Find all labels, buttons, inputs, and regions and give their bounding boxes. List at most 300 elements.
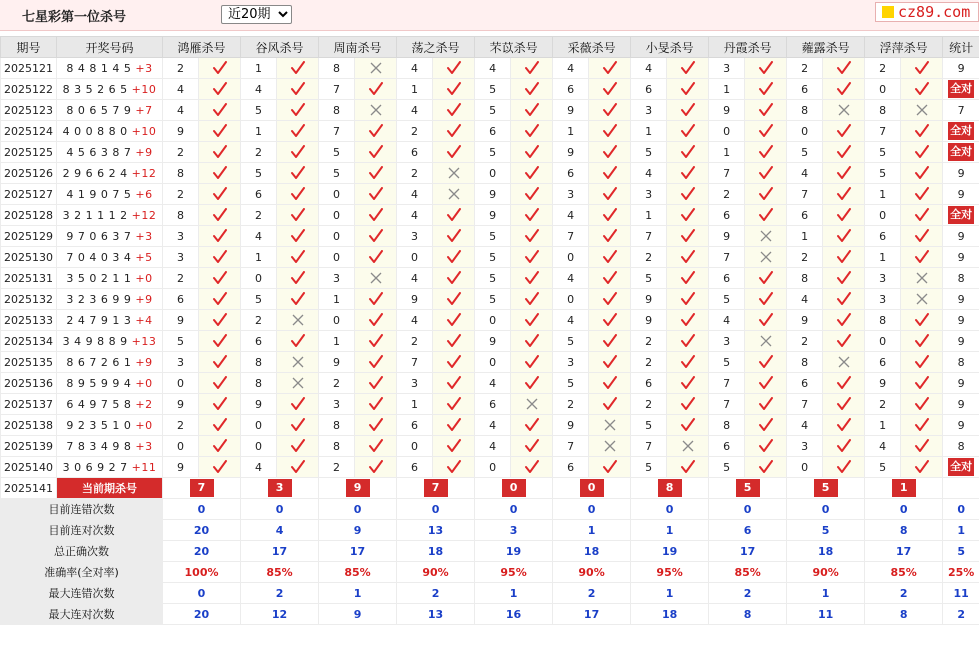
- result-mark-cell: [199, 184, 241, 205]
- kill-number-cell: 5: [631, 142, 667, 163]
- result-mark-cell: [667, 436, 709, 457]
- result-mark-cell: [745, 394, 787, 415]
- kill-number-cell: 8: [163, 163, 199, 184]
- result-mark-cell: [745, 352, 787, 373]
- period-cell: 2025135: [1, 352, 57, 373]
- result-mark-cell: [901, 289, 943, 310]
- check-icon: [212, 355, 228, 369]
- table-row: [1, 268, 979, 289]
- kill-number-cell: 3: [553, 352, 589, 373]
- table-row: [1, 436, 979, 457]
- check-icon: [836, 460, 852, 474]
- result-mark-cell: [667, 289, 709, 310]
- result-mark-cell: [199, 394, 241, 415]
- result-mark-cell: [199, 226, 241, 247]
- check-icon: [680, 397, 696, 411]
- period-cell: 2025131: [1, 268, 57, 289]
- check-icon: [212, 439, 228, 453]
- col-header-expert: 谷风杀号: [241, 37, 319, 58]
- kill-number-cell: 3: [865, 289, 901, 310]
- check-icon: [524, 187, 540, 201]
- summary-value: 8: [865, 604, 943, 625]
- result-mark-cell: [667, 394, 709, 415]
- check-icon: [212, 208, 228, 222]
- draw-bonus: +5: [135, 250, 153, 264]
- summary-label: 最大连对次数: [1, 604, 163, 625]
- current-kill-cell: [163, 478, 241, 499]
- kill-number-cell: 3: [787, 436, 823, 457]
- summary-value: 18: [397, 541, 475, 562]
- kill-number-cell: 7: [553, 226, 589, 247]
- result-mark-cell: [823, 100, 865, 121]
- result-mark-cell: [589, 142, 631, 163]
- cross-icon: [291, 313, 305, 327]
- summary-value: 2: [553, 583, 631, 604]
- result-mark-cell: [277, 184, 319, 205]
- check-icon: [914, 208, 930, 222]
- check-icon: [524, 103, 540, 117]
- stat-cell: [943, 121, 979, 142]
- check-icon: [524, 439, 540, 453]
- stat-cell: 9: [943, 415, 979, 436]
- check-icon: [212, 124, 228, 138]
- check-icon: [602, 187, 618, 201]
- header-row: [1, 37, 979, 58]
- check-icon: [758, 61, 774, 75]
- check-icon: [446, 292, 462, 306]
- kill-number-cell: 9: [163, 394, 199, 415]
- check-icon: [914, 229, 930, 243]
- check-icon: [758, 82, 774, 96]
- check-icon: [212, 166, 228, 180]
- result-mark-cell: [433, 205, 475, 226]
- col-header-expert: 蕹露杀号: [787, 37, 865, 58]
- check-icon: [368, 229, 384, 243]
- kill-number-cell: 5: [631, 457, 667, 478]
- result-mark-cell: [823, 226, 865, 247]
- summary-row: [1, 562, 979, 583]
- kill-number-cell: 0: [319, 226, 355, 247]
- check-icon: [212, 460, 228, 474]
- check-icon: [680, 271, 696, 285]
- result-mark-cell: [433, 289, 475, 310]
- kill-number-cell: 5: [553, 331, 589, 352]
- current-kill-badge: 3: [268, 479, 292, 497]
- draw-numbers-cell: [57, 352, 163, 373]
- stat-cell: 9: [943, 184, 979, 205]
- check-icon: [368, 439, 384, 453]
- check-icon: [290, 208, 306, 222]
- table-row: [1, 142, 979, 163]
- summary-row: [1, 499, 979, 520]
- stat-cell: [943, 205, 979, 226]
- kill-number-cell: 0: [163, 373, 199, 394]
- result-mark-cell: [511, 163, 553, 184]
- kill-number-cell: 3: [163, 352, 199, 373]
- logo-text: cz89.com: [898, 3, 971, 21]
- draw-bonus: +3: [135, 229, 153, 243]
- kill-number-cell: 6: [553, 163, 589, 184]
- result-mark-cell: [745, 205, 787, 226]
- kill-number-cell: 0: [475, 163, 511, 184]
- result-mark-cell: [667, 226, 709, 247]
- summary-value: 17: [553, 604, 631, 625]
- kill-number-cell: 4: [475, 436, 511, 457]
- result-mark-cell: [823, 415, 865, 436]
- result-mark-cell: [433, 184, 475, 205]
- result-mark-cell: [667, 79, 709, 100]
- kill-number-cell: 6: [397, 415, 433, 436]
- table-row: [1, 247, 979, 268]
- check-icon: [914, 166, 930, 180]
- draw-numbers-cell: [57, 415, 163, 436]
- check-icon: [446, 145, 462, 159]
- kill-number-cell: 4: [397, 100, 433, 121]
- draw-digits: 9 7 0 6 3 7: [66, 229, 136, 243]
- check-icon: [836, 439, 852, 453]
- check-icon: [212, 313, 228, 327]
- kill-number-cell: 3: [553, 184, 589, 205]
- check-icon: [524, 250, 540, 264]
- kill-number-cell: 3: [709, 331, 745, 352]
- check-icon: [914, 460, 930, 474]
- current-kill-badge: 7: [424, 479, 448, 497]
- check-icon: [836, 418, 852, 432]
- summary-value: 11: [787, 604, 865, 625]
- kill-number-cell: 9: [709, 226, 745, 247]
- result-mark-cell: [277, 121, 319, 142]
- cross-icon: [759, 334, 773, 348]
- result-mark-cell: [199, 58, 241, 79]
- kill-number-cell: 2: [865, 58, 901, 79]
- check-icon: [290, 334, 306, 348]
- kill-number-cell: 6: [241, 331, 277, 352]
- check-icon: [758, 460, 774, 474]
- kill-number-cell: 8: [163, 205, 199, 226]
- kill-number-cell: 0: [319, 310, 355, 331]
- summary-value: 19: [631, 541, 709, 562]
- summary-stat-value: 2: [943, 604, 979, 625]
- summary-value: 0: [163, 499, 241, 520]
- draw-digits: 7 0 4 0 3 4: [66, 250, 136, 264]
- result-mark-cell: [433, 247, 475, 268]
- kill-number-cell: 4: [631, 58, 667, 79]
- check-icon: [524, 355, 540, 369]
- table-row: [1, 310, 979, 331]
- current-kill-label: 当前期杀号: [57, 478, 163, 499]
- check-icon: [836, 292, 852, 306]
- kill-number-cell: 0: [319, 184, 355, 205]
- kill-number-cell: 1: [631, 205, 667, 226]
- table-row: [1, 163, 979, 184]
- result-mark-cell: [823, 310, 865, 331]
- check-icon: [446, 271, 462, 285]
- draw-bonus: +12: [131, 208, 157, 222]
- site-logo[interactable]: [875, 2, 979, 22]
- kill-number-cell: 7: [631, 226, 667, 247]
- result-mark-cell: [589, 394, 631, 415]
- result-mark-cell: [745, 457, 787, 478]
- page-title: 七星彩第一位杀号: [22, 10, 127, 25]
- period-range-select[interactable]: [221, 5, 292, 24]
- summary-value: 17: [319, 541, 397, 562]
- kill-number-cell: 5: [865, 457, 901, 478]
- check-icon: [680, 418, 696, 432]
- kill-number-cell: 2: [397, 331, 433, 352]
- kill-number-cell: 1: [397, 394, 433, 415]
- result-mark-cell: [277, 310, 319, 331]
- draw-digits: 3 0 6 9 2 7: [62, 460, 132, 474]
- kill-number-cell: 0: [475, 352, 511, 373]
- kill-number-cell: 4: [397, 310, 433, 331]
- kill-number-cell: 7: [709, 394, 745, 415]
- result-mark-cell: [199, 268, 241, 289]
- result-mark-cell: [433, 226, 475, 247]
- kill-number-cell: 4: [475, 415, 511, 436]
- check-icon: [524, 292, 540, 306]
- result-mark-cell: [355, 310, 397, 331]
- result-mark-cell: [511, 205, 553, 226]
- result-mark-cell: [199, 205, 241, 226]
- result-mark-cell: [355, 184, 397, 205]
- check-icon: [914, 124, 930, 138]
- result-mark-cell: [511, 247, 553, 268]
- summary-label: 总正确次数: [1, 541, 163, 562]
- result-mark-cell: [667, 121, 709, 142]
- table-row: [1, 352, 979, 373]
- kill-number-cell: 8: [787, 100, 823, 121]
- kill-number-cell: 5: [241, 100, 277, 121]
- kill-number-cell: 8: [241, 352, 277, 373]
- draw-numbers-cell: [57, 163, 163, 184]
- kill-number-cell: 0: [709, 121, 745, 142]
- result-mark-cell: [199, 415, 241, 436]
- check-icon: [290, 145, 306, 159]
- summary-value: 17: [241, 541, 319, 562]
- stat-cell: 9: [943, 289, 979, 310]
- kill-number-cell: 6: [241, 184, 277, 205]
- check-icon: [758, 376, 774, 390]
- check-icon: [914, 439, 930, 453]
- period-cell: 2025137: [1, 394, 57, 415]
- kill-number-cell: 4: [163, 79, 199, 100]
- kill-number-cell: 4: [553, 58, 589, 79]
- cross-icon: [525, 397, 539, 411]
- summary-value: 16: [475, 604, 553, 625]
- draw-bonus: +12: [131, 166, 157, 180]
- kill-number-cell: 7: [787, 394, 823, 415]
- result-mark-cell: [511, 121, 553, 142]
- result-mark-cell: [901, 121, 943, 142]
- check-icon: [758, 208, 774, 222]
- kill-number-cell: 6: [709, 436, 745, 457]
- summary-value: 0: [319, 499, 397, 520]
- kill-number-cell: 5: [475, 289, 511, 310]
- kill-number-cell: 0: [865, 79, 901, 100]
- kill-number-cell: 0: [553, 289, 589, 310]
- kill-number-cell: 0: [475, 457, 511, 478]
- result-mark-cell: [355, 289, 397, 310]
- check-icon: [758, 397, 774, 411]
- result-mark-cell: [823, 58, 865, 79]
- check-icon: [446, 103, 462, 117]
- summary-label: 准确率(全对率): [1, 562, 163, 583]
- check-icon: [524, 124, 540, 138]
- check-icon: [836, 229, 852, 243]
- cross-icon: [369, 271, 383, 285]
- result-mark-cell: [745, 226, 787, 247]
- cross-icon: [369, 103, 383, 117]
- kill-number-cell: 2: [397, 121, 433, 142]
- table-row: [1, 289, 979, 310]
- result-mark-cell: [589, 184, 631, 205]
- draw-bonus: +10: [131, 124, 157, 138]
- check-icon: [758, 418, 774, 432]
- result-mark-cell: [277, 79, 319, 100]
- result-mark-cell: [745, 58, 787, 79]
- check-icon: [914, 82, 930, 96]
- check-icon: [212, 271, 228, 285]
- check-icon: [914, 250, 930, 264]
- check-icon: [680, 61, 696, 75]
- result-mark-cell: [355, 415, 397, 436]
- kill-number-cell: 9: [475, 331, 511, 352]
- check-icon: [602, 166, 618, 180]
- result-mark-cell: [823, 436, 865, 457]
- check-icon: [524, 313, 540, 327]
- stat-cell: 9: [943, 58, 979, 79]
- result-mark-cell: [511, 142, 553, 163]
- result-mark-cell: [823, 121, 865, 142]
- result-mark-cell: [433, 142, 475, 163]
- result-mark-cell: [355, 100, 397, 121]
- result-mark-cell: [589, 457, 631, 478]
- table-row: [1, 373, 979, 394]
- table-row: [1, 100, 979, 121]
- draw-digits: 3 2 1 1 1 2: [62, 208, 132, 222]
- period-cell: 2025123: [1, 100, 57, 121]
- summary-value: 0: [475, 499, 553, 520]
- table-row: [1, 226, 979, 247]
- summary-value: 13: [397, 604, 475, 625]
- cross-icon: [915, 271, 929, 285]
- kill-number-cell: 4: [397, 184, 433, 205]
- kill-number-cell: 2: [631, 394, 667, 415]
- result-mark-cell: [589, 205, 631, 226]
- result-mark-cell: [745, 268, 787, 289]
- current-kill-badge: 9: [346, 479, 370, 497]
- draw-numbers-cell: [57, 310, 163, 331]
- cross-icon: [447, 166, 461, 180]
- check-icon: [680, 103, 696, 117]
- check-icon: [368, 187, 384, 201]
- check-icon: [836, 313, 852, 327]
- all-correct-badge: 全对: [948, 458, 974, 476]
- result-mark-cell: [589, 310, 631, 331]
- draw-numbers-cell: [57, 247, 163, 268]
- result-mark-cell: [745, 436, 787, 457]
- stat-cell: 9: [943, 331, 979, 352]
- table-row: [1, 121, 979, 142]
- result-mark-cell: [589, 247, 631, 268]
- check-icon: [758, 166, 774, 180]
- summary-value: 85%: [865, 562, 943, 583]
- kill-number-cell: 1: [865, 247, 901, 268]
- result-mark-cell: [433, 268, 475, 289]
- col-header-expert: 采薇杀号: [553, 37, 631, 58]
- result-mark-cell: [901, 142, 943, 163]
- check-icon: [290, 439, 306, 453]
- check-icon: [446, 208, 462, 222]
- result-mark-cell: [433, 331, 475, 352]
- result-mark-cell: [901, 184, 943, 205]
- check-icon: [836, 166, 852, 180]
- summary-value: 85%: [319, 562, 397, 583]
- kill-number-cell: 5: [475, 247, 511, 268]
- cross-icon: [603, 439, 617, 453]
- check-icon: [914, 397, 930, 411]
- check-icon: [914, 313, 930, 327]
- kill-number-cell: 9: [631, 310, 667, 331]
- kill-number-cell: 5: [553, 373, 589, 394]
- kill-number-cell: 2: [241, 310, 277, 331]
- cross-icon: [837, 355, 851, 369]
- kill-number-cell: 0: [241, 436, 277, 457]
- stat-cell: 7: [943, 100, 979, 121]
- draw-bonus: +0: [135, 376, 153, 390]
- result-mark-cell: [277, 226, 319, 247]
- result-mark-cell: [355, 268, 397, 289]
- kill-number-cell: 4: [241, 226, 277, 247]
- kill-number-cell: 3: [319, 394, 355, 415]
- current-stat-cell: [943, 478, 979, 499]
- check-icon: [914, 418, 930, 432]
- summary-stat-value: 11: [943, 583, 979, 604]
- kill-number-cell: 0: [319, 205, 355, 226]
- check-icon: [602, 61, 618, 75]
- result-mark-cell: [901, 247, 943, 268]
- stat-cell: 9: [943, 373, 979, 394]
- check-icon: [836, 250, 852, 264]
- summary-label: 最大连错次数: [1, 583, 163, 604]
- result-mark-cell: [277, 163, 319, 184]
- all-correct-badge: 全对: [948, 206, 974, 224]
- check-icon: [524, 460, 540, 474]
- result-mark-cell: [511, 436, 553, 457]
- check-icon: [524, 61, 540, 75]
- result-mark-cell: [511, 184, 553, 205]
- result-mark-cell: [433, 310, 475, 331]
- kill-number-cell: 5: [475, 79, 511, 100]
- kill-number-cell: 5: [709, 457, 745, 478]
- result-mark-cell: [589, 415, 631, 436]
- table-row: [1, 394, 979, 415]
- check-icon: [758, 145, 774, 159]
- kill-number-cell: 5: [631, 268, 667, 289]
- check-icon: [212, 82, 228, 96]
- result-mark-cell: [277, 142, 319, 163]
- kill-number-cell: 6: [787, 79, 823, 100]
- kill-number-cell: 9: [553, 142, 589, 163]
- check-icon: [290, 103, 306, 117]
- result-mark-cell: [589, 226, 631, 247]
- check-icon: [212, 229, 228, 243]
- col-header-expert: 小旻杀号: [631, 37, 709, 58]
- kill-number-cell: 0: [397, 247, 433, 268]
- summary-value: 2: [241, 583, 319, 604]
- kill-number-cell: 4: [553, 268, 589, 289]
- check-icon: [290, 166, 306, 180]
